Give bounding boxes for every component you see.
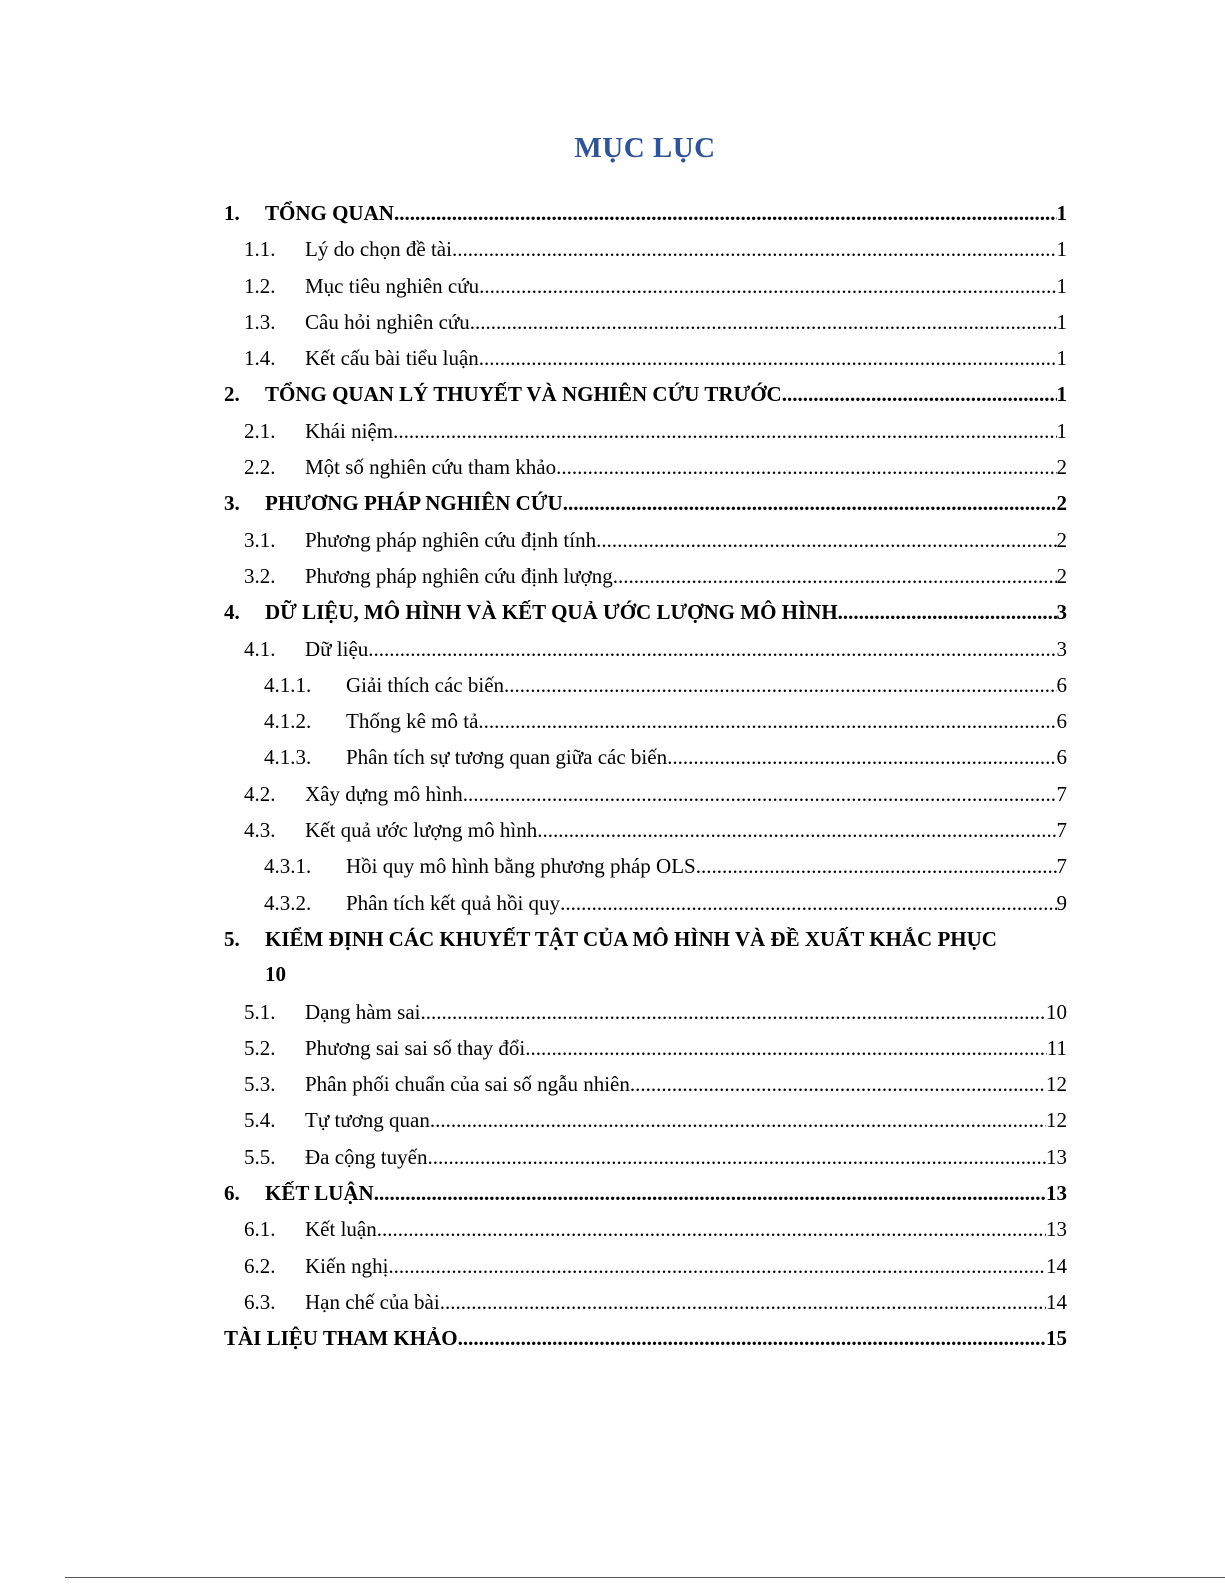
table-of-contents [224, 195, 1067, 1357]
toc-dot-leader [667, 739, 1056, 775]
toc-entry-number: 4.3.2. [264, 890, 312, 915]
toc-entry-number: 2.2. [244, 455, 276, 480]
toc-entry[interactable] [224, 594, 1067, 630]
toc-entry-number: 3. [224, 491, 240, 516]
toc-entry-page-number: 1 [1056, 346, 1067, 371]
toc-dot-leader [560, 885, 1056, 921]
toc-entry-number: 1. [224, 201, 240, 225]
toc-entry-page-number: 2 [1056, 491, 1067, 516]
toc-dot-leader [556, 449, 1056, 485]
toc-entry-page-number: 13 [1046, 1144, 1067, 1169]
toc-entry-page-number: 9 [1056, 890, 1067, 915]
toc-entry[interactable] [224, 1139, 1067, 1175]
toc-entry[interactable] [224, 195, 1067, 231]
toc-dot-leader [782, 376, 1057, 412]
toc-entry-title: Kết quả ước lượng mô hình [305, 818, 538, 843]
toc-entry-page-number: 1 [1056, 418, 1067, 443]
toc-dot-leader [470, 304, 1057, 340]
toc-dot-leader [613, 558, 1057, 594]
toc-entry-title: Dữ liệu [305, 636, 369, 661]
toc-entry-number: 6. [224, 1181, 240, 1206]
toc-entry-number: 5.5. [244, 1144, 276, 1169]
toc-entry-title: Câu hỏi nghiên cứu [305, 309, 470, 334]
toc-entry-page-number: 11 [1046, 1035, 1067, 1060]
toc-entry[interactable] [224, 921, 1067, 994]
toc-entry-title: TÀI LIỆU THAM KHẢO [224, 1326, 458, 1351]
toc-dot-leader [563, 485, 1057, 521]
toc-entry-title: Hạn chế của bài [305, 1289, 440, 1314]
toc-entry-page-number: 1 [1056, 273, 1067, 298]
toc-entry[interactable] [224, 885, 1067, 921]
toc-entry-title: Phân tích kết quả hồi quy [346, 890, 561, 915]
toc-entry-page-number: 13 [1046, 1217, 1067, 1242]
toc-dot-leader [368, 631, 1056, 667]
toc-entry-title: KẾT LUẬN [265, 1181, 374, 1206]
toc-entry-title: Thống kê mô tả [346, 709, 479, 734]
toc-entry-number: 4.3. [244, 818, 276, 843]
toc-entry-number: 3.1. [244, 527, 276, 552]
toc-entry[interactable] [224, 703, 1067, 739]
toc-entry-title: Lý do chọn đề tài [305, 237, 452, 262]
toc-entry[interactable] [224, 667, 1067, 703]
toc-entry-title: TỔNG QUAN LÝ THUYẾT VÀ NGHIÊN CỨU TRƯỚC [265, 382, 782, 407]
toc-entry[interactable] [224, 449, 1067, 485]
toc-dot-leader [393, 413, 1056, 449]
toc-entry-title: Phân phối chuẩn của sai số ngẫu nhiên [305, 1072, 630, 1097]
toc-dot-leader [440, 1284, 1046, 1320]
toc-entry-title: Phương pháp nghiên cứu định tính [305, 527, 597, 552]
toc-entry[interactable] [224, 739, 1067, 775]
toc-entry[interactable] [224, 1175, 1067, 1211]
toc-dot-leader [394, 195, 1057, 231]
toc-entry-page-number: 6 [1056, 745, 1067, 770]
toc-dot-leader [388, 1248, 1046, 1284]
toc-entry-number: 4. [224, 600, 240, 625]
toc-dot-leader [596, 522, 1056, 558]
toc-entry[interactable] [224, 376, 1067, 412]
toc-dot-leader [420, 994, 1046, 1030]
toc-entry-title: Đa cộng tuyến [305, 1144, 428, 1169]
toc-entry-title: Kết cấu bài tiểu luận [305, 346, 479, 371]
toc-entry-page-number: 7 [1056, 818, 1067, 843]
toc-entry-title: Giải thích các biến [346, 672, 505, 697]
toc-entry-page-number: 13 [1046, 1181, 1067, 1206]
toc-entry-title: TỔNG QUAN [265, 201, 394, 225]
toc-dot-leader [478, 703, 1056, 739]
toc-entry-number: 4.1.1. [264, 672, 312, 697]
toc-entry-number: 6.2. [244, 1253, 276, 1278]
toc-dot-leader [463, 776, 1057, 812]
toc-entry-page-number: 12 [1046, 1072, 1067, 1097]
toc-entry[interactable] [224, 1284, 1067, 1320]
toc-dot-leader [696, 848, 1057, 884]
toc-entry[interactable] [224, 994, 1067, 1030]
toc-dot-leader [374, 1175, 1046, 1211]
toc-entry[interactable] [224, 268, 1067, 304]
toc-entry-title: PHƯƠNG PHÁP NGHIÊN CỨU [265, 491, 563, 516]
toc-entry[interactable] [224, 558, 1067, 594]
toc-entry-page-number: 1 [1056, 309, 1067, 334]
toc-entry[interactable] [224, 1248, 1067, 1284]
toc-entry[interactable] [224, 485, 1067, 521]
toc-entry-title: Tự tương quan [305, 1108, 430, 1133]
toc-entry-page-number: 3 [1056, 636, 1067, 661]
toc-entry-number: 4.1.3. [264, 745, 312, 770]
toc-entry-page-number: 1 [1056, 382, 1067, 407]
toc-entry-title: Phân tích sự tương quan giữa các biến [346, 745, 668, 770]
toc-dot-leader [377, 1211, 1046, 1247]
toc-entry-title: Dạng hàm sai [305, 999, 421, 1024]
toc-entry[interactable] [224, 304, 1067, 340]
toc-entry-page-number: 14 [1046, 1253, 1067, 1278]
toc-entry-number: 2. [224, 382, 240, 407]
toc-entry[interactable] [224, 413, 1067, 449]
toc-entry-number: 5.2. [244, 1035, 276, 1060]
toc-dot-leader [427, 1139, 1046, 1175]
toc-entry-page-number: 6 [1056, 709, 1067, 734]
toc-entry-number: 5.4. [244, 1108, 276, 1133]
toc-entry-number: 1.2. [244, 273, 276, 298]
toc-entry-page-number: 1 [1056, 237, 1067, 262]
toc-entry-number: 5.3. [244, 1072, 276, 1097]
toc-dot-leader [838, 594, 1057, 630]
toc-dot-leader [479, 340, 1057, 376]
toc-dot-leader [504, 667, 1056, 703]
toc-entry-page-number: 3 [1056, 600, 1067, 625]
toc-entry-title: Mục tiêu nghiên cứu [305, 273, 480, 298]
toc-entry-title: Hồi quy mô hình bằng phương pháp OLS [346, 854, 696, 879]
toc-entry-page-number: 1 [1056, 201, 1067, 225]
toc-entry-page-number: 15 [1046, 1326, 1067, 1351]
toc-entry-number: 4.1. [244, 636, 276, 661]
toc-entry-title: Khái niệm [305, 418, 394, 443]
toc-entry[interactable] [224, 1102, 1067, 1138]
toc-dot-leader [452, 231, 1057, 267]
toc-entry-number: 4.1.2. [264, 709, 312, 734]
toc-entry-number: 3.2. [244, 563, 276, 588]
toc-entry-number: 5. [224, 926, 240, 951]
page-bottom-divider [65, 1577, 1225, 1578]
toc-entry-page-number: 2 [1056, 455, 1067, 480]
toc-entry[interactable] [224, 631, 1067, 667]
toc-entry-page-number: 14 [1046, 1289, 1067, 1314]
toc-dot-leader [630, 1066, 1046, 1102]
toc-entry-page-number: 6 [1056, 672, 1067, 697]
toc-entry-page-number: 10 [1046, 999, 1067, 1024]
toc-entry-title: KIỂM ĐỊNH CÁC KHUYẾT TẬT CỦA MÔ HÌNH VÀ ĐỀ XUẤT KHẮC PHỤC [265, 926, 997, 951]
toc-entry-title: Một số nghiên cứu tham khảo [305, 455, 557, 480]
toc-entry-title: DỮ LIỆU, MÔ HÌNH VÀ KẾT QUẢ ƯỚC LƯỢNG MÔ HÌNH [265, 600, 838, 625]
toc-entry-number: 1.1. [244, 237, 276, 262]
toc-entry-number: 6.1. [244, 1217, 276, 1242]
toc-entry-title: Kết luận [305, 1217, 377, 1242]
toc-entry[interactable] [224, 776, 1067, 812]
toc-entry-page-number: 2 [1056, 527, 1067, 552]
toc-entry-number: 1.3. [244, 309, 276, 334]
toc-entry-number: 6.3. [244, 1289, 276, 1314]
toc-entry-page-number: 7 [1056, 781, 1067, 806]
page-title: MỤC LỤC [574, 132, 716, 165]
toc-entry-number: 1.4. [244, 346, 276, 371]
toc-entry-page-number: 10 [265, 961, 286, 986]
toc-entry-page-number: 2 [1056, 563, 1067, 588]
toc-entry-line [224, 923, 1067, 956]
toc-entry-page-number: 7 [1056, 854, 1067, 879]
toc-dot-leader [458, 1320, 1046, 1356]
toc-entry-title: Xây dựng mô hình [305, 781, 463, 806]
toc-entry-line [224, 956, 1067, 992]
toc-entry[interactable] [224, 848, 1067, 884]
toc-entry[interactable] [224, 1030, 1067, 1066]
toc-entry-number: 4.3.1. [264, 854, 312, 879]
toc-entry-number: 2.1. [244, 418, 276, 443]
toc-entry-page-number: 12 [1046, 1108, 1067, 1133]
toc-entry[interactable] [224, 1320, 1067, 1356]
toc-dot-leader [537, 812, 1056, 848]
toc-entry[interactable] [224, 231, 1067, 267]
toc-dot-leader [525, 1030, 1047, 1066]
toc-entry-title: Phương pháp nghiên cứu định lượng [305, 563, 613, 588]
toc-entry-title: Phương sai sai số thay đổi [305, 1035, 526, 1060]
toc-dot-leader [479, 268, 1056, 304]
toc-entry-number: 4.2. [244, 781, 276, 806]
toc-entry-number: 5.1. [244, 999, 276, 1024]
toc-entry-title: Kiến nghị [305, 1253, 389, 1278]
toc-entry[interactable] [224, 1211, 1067, 1247]
toc-dot-leader [430, 1102, 1046, 1138]
toc-entry[interactable] [224, 812, 1067, 848]
toc-entry[interactable] [224, 1066, 1067, 1102]
toc-entry[interactable] [224, 340, 1067, 376]
toc-entry[interactable] [224, 522, 1067, 558]
